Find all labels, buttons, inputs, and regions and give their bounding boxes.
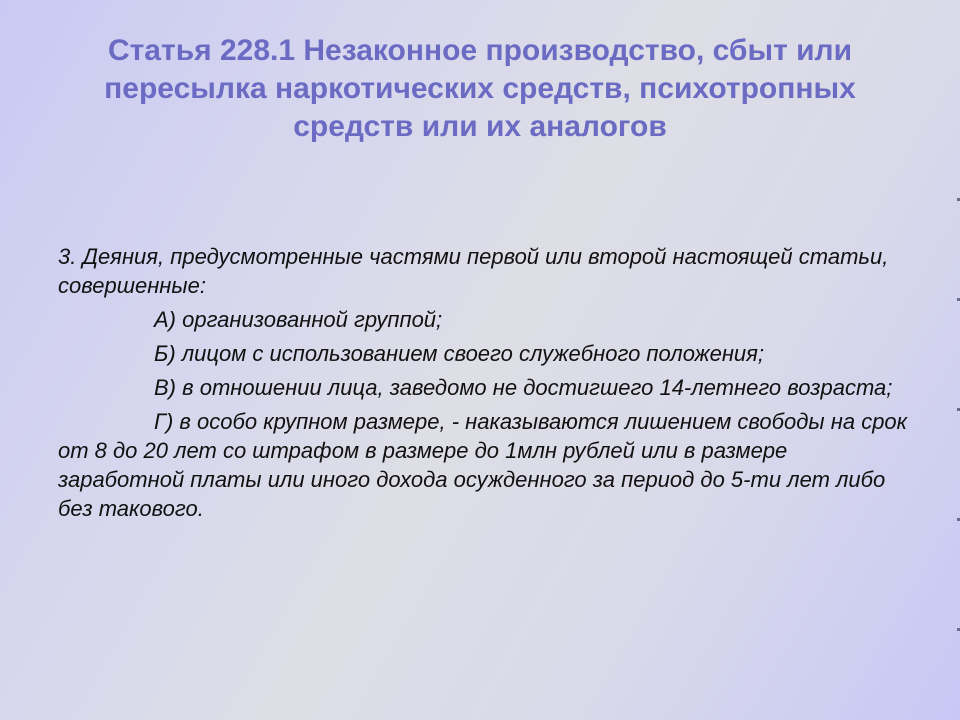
intro-paragraph: 3. Деяния, предусмотренные частями первой или второй настоящей статьи, совершенные: [58, 244, 889, 298]
slide-title: Статья 228.1 Незаконное производство, сбыт или пересылка наркотических средств, психотропных средств или их аналогов [104, 34, 856, 143]
slide-body [58, 242, 908, 528]
list-item: В) в отношении лица, заведомо не достигшего 14-летнего возраста; [154, 375, 893, 400]
list-item: А) организованной группой; [154, 307, 443, 332]
list-item: Г) в особо крупном размере, - наказываются лишением свободы на срок от 8 до 20 лет со штрафом в размере до 1млн рублей или в размере заработной платы или иного дохода осужденного за период до 5-ти лет либо без такового. [58, 409, 908, 521]
list-item: Б) лицом с использованием своего служебного положения; [154, 341, 765, 366]
